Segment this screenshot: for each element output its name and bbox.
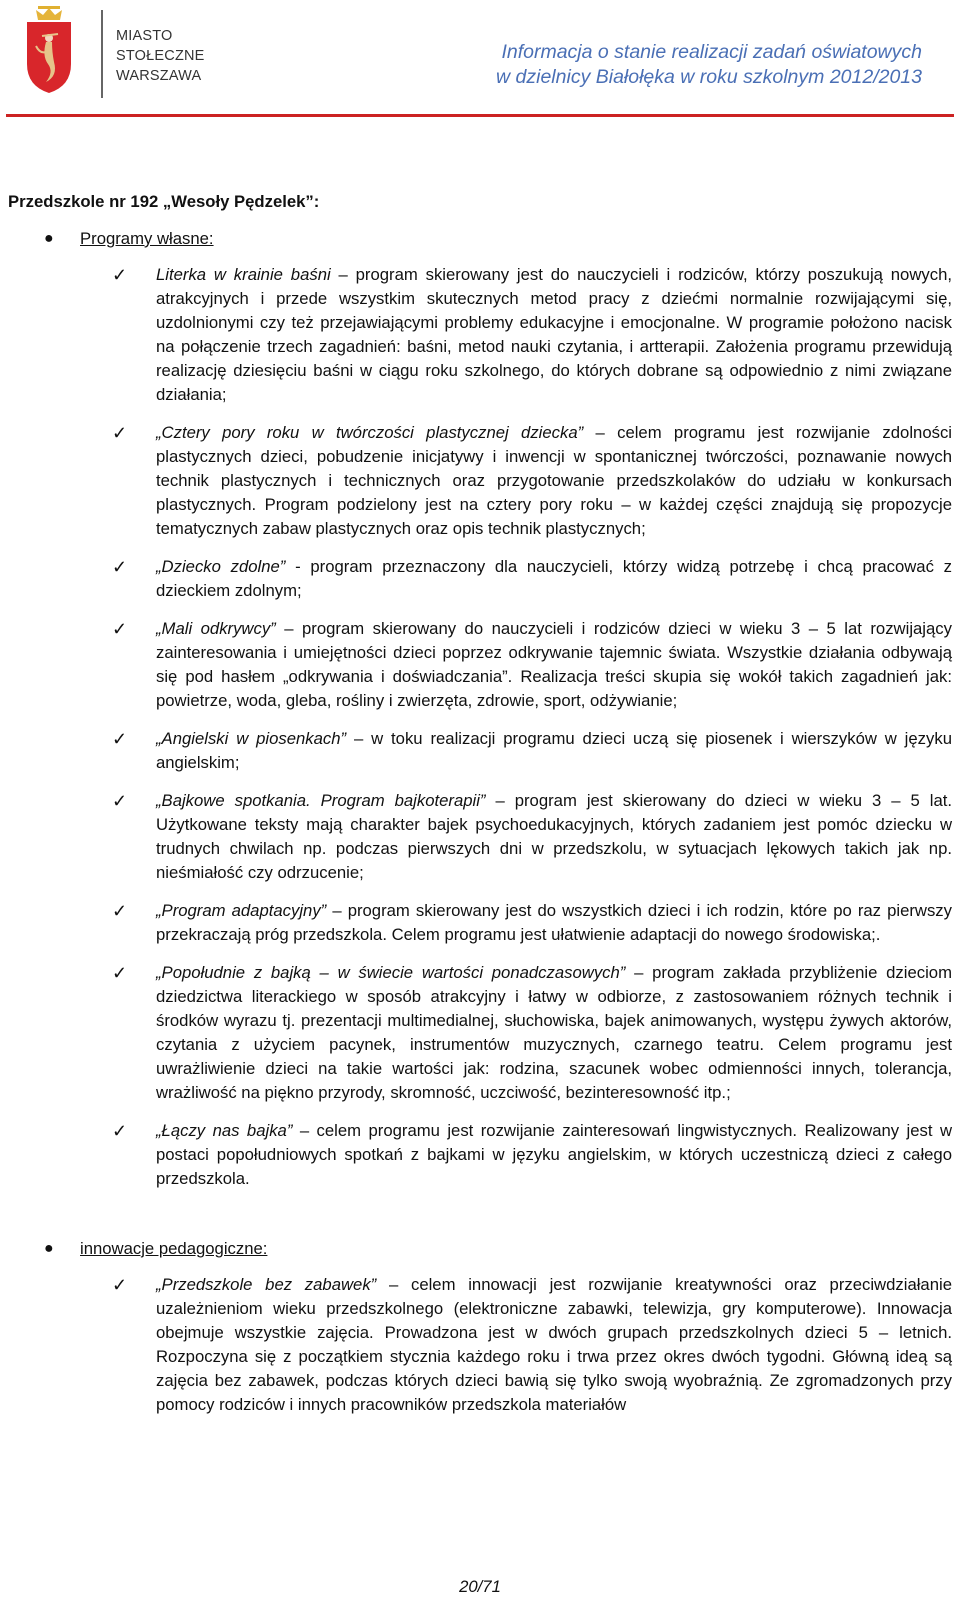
separator: – <box>376 1275 411 1294</box>
checkmark-icon: ✓ <box>112 901 128 921</box>
city-name-line: STOŁECZNE <box>116 48 205 64</box>
separator: – <box>625 963 653 982</box>
program-name: Literka w krainie baśni <box>156 265 331 284</box>
separator: – <box>275 619 302 638</box>
bullet-icon: ● <box>44 230 54 247</box>
list-item <box>8 899 952 947</box>
bullet-icon: ● <box>44 1240 54 1257</box>
checkmark-icon: ✓ <box>112 729 128 749</box>
checkmark-icon: ✓ <box>112 1121 128 1141</box>
list-item <box>8 263 952 407</box>
header-rule <box>6 114 954 117</box>
program-name: „Przedszkole bez zabawek” <box>156 1275 377 1294</box>
page-number: 20/71 <box>459 1577 501 1596</box>
program-description: program skierowany jest do nauczycieli i rodziców, którzy poszukują nowych, atrakcyjnych i przede wszystkim skutecznych metod pracy z dziećmi normalnie rozwijającymi się, uzdolnionymi czy też przejawiającymi problemy edukacyjne i emocjonalne. W programie położono nacisk na połączenie trzech zagadnień: baśni, metod nauki czytania, i artterapii. Założenia programu przewidują realizację dziesięciu baśni w ciągu roku szkolnego, do których dobrane są odpowiednio z nimi związane działania; <box>156 265 952 404</box>
list-item <box>8 789 952 885</box>
program-description: program skierowany jest do wszystkich dzieci i ich rodzin, które po raz pierwszy przekraczają próg przedszkola. Celem programu jest ułatwienie adaptacji do nowego środowiska;. <box>156 901 952 944</box>
list-item <box>8 555 952 603</box>
program-description: program skierowany do nauczycieli i rodziców dzieci w wieku 3 – 5 lat rozwijający zainteresowania i umiejętności dzieci poprzez odkrywanie tajemnic świata. Wszystkie działania odbywają się pod hasłem „odkrywania i doświadczania”. Realizacja treści skupia się wokół takich zagadnień jak: powietrze, woda, gleba, rośliny i zwierzęta, zdrowie, sport, odżywianie; <box>156 619 952 710</box>
program-description: celem innowacji jest rozwijanie kreatywności oraz przeciwdziałanie uzależnieniom wieku przedszkolnego (elektroniczne zabawki, telewizja, gry komputerowe). Innowacja obejmuje wszystkie zajęcia. Prowadzona jest w dwóch grupach przedszkolnych dzieci 5 – letnich. Rozpoczyna się z początkiem stycznia każdego roku i trwa przez okres dwóch tygodni. Główną ideą są zajęcia bez zabawek, podczas których dzieci bawią się tylko swoją wyobraźnią. Ze zgromadzonych przy pomocy rodziców i innych pracowników przedszkola materiałów <box>156 1275 952 1414</box>
list-item <box>8 617 952 713</box>
separator: – <box>346 729 372 748</box>
program-name: „Łączy nas bajka” <box>156 1121 293 1140</box>
program-description: w toku realizacji programu dzieci uczą się piosenek i wierszyków w języku angielskim; <box>156 729 952 772</box>
checkmark-icon: ✓ <box>112 265 128 285</box>
document-title-line: Informacja o stanie realizacji zadań oświatowych <box>501 41 922 63</box>
program-name: „Angielski w piosenkach” <box>156 729 347 748</box>
program-description: celem programu jest rozwijanie zainteresowań lingwistycznych. Realizowany jest w postaci popołudniowych spotkań z bajkami w języku angielskim, w których uczestniczą dzieci z całego przedszkola. <box>156 1121 952 1188</box>
separator: – <box>326 901 348 920</box>
sections <box>8 227 952 1417</box>
program-description: program przeznaczony dla nauczycieli, którzy widzą potrzebę i chcą pracować z dzieckiem zdolnym; <box>156 557 952 600</box>
logo-divider <box>101 10 103 98</box>
program-description: program jest skierowany do dzieci w wieku 3 – 5 lat. Użytkowane teksty mają charakter bajek psychoedukacyjnych, których zadaniem jest pomóc dziecku w trudnych chwilach np. podczas pierwszych dni w przedszkolu, w sytuacjach lękowych takich jak np. nieśmiałość czy odrzucenie; <box>156 791 952 882</box>
program-name: „Cztery pory roku w twórczości plastycznej dziecka” <box>156 423 584 442</box>
separator: – <box>292 1121 317 1140</box>
document-title-line: w dzielnicy Białołęka w roku szkolnym 2012/2013 <box>496 66 922 88</box>
city-name <box>116 26 205 86</box>
checkmark-icon: ✓ <box>112 1275 128 1295</box>
list-item <box>8 961 952 1105</box>
list-section <box>8 227 952 1191</box>
checkmark-icon: ✓ <box>112 791 128 811</box>
checkmark-icon: ✓ <box>112 619 128 639</box>
warsaw-coat-of-arms-icon <box>24 6 74 94</box>
separator: – <box>330 265 356 284</box>
list-item <box>8 1119 952 1191</box>
separator: – <box>485 791 515 810</box>
checkmark-icon: ✓ <box>112 423 128 443</box>
program-description: program zakłada przybliżenie dzieciom dziedzictwa literackiego w sposób atrakcyjny i łatwy w odbiorze, z zastosowaniem różnych technik i środków wyrazu tj. prezentacji multimedialnej, słuchowiska, bajek animowanych, występu żywych aktorów, czytania z użyciem pacynek, instrumentów muzycznych, czarnego teatru. Celem programu jest uwrażliwienie dzieci na takie wartości jak: rodzina, szacunek wobec odmienności innych, tolerancja, wrażliwość na piękno przyrody, skromność, uczciwość, bezinteresowność itp.; <box>156 963 952 1102</box>
page-content <box>8 190 952 1417</box>
program-name: „Dziecko zdolne” <box>156 557 286 576</box>
program-name: „Program adaptacyjny” <box>156 901 327 920</box>
separator: - <box>285 557 311 576</box>
list-section-title: innowacje pedagogiczne: <box>80 1239 268 1258</box>
separator: – <box>583 423 618 442</box>
list-item <box>8 1273 952 1417</box>
city-name-line: WARSZAWA <box>116 68 202 84</box>
document-title <box>496 40 922 90</box>
program-name: „Mali odkrywcy” <box>156 619 276 638</box>
list-item <box>8 421 952 541</box>
program-name: „Bajkowe spotkania. Program bajkoterapii” <box>156 791 486 810</box>
list-section-title: Programy własne: <box>80 229 214 248</box>
list-item <box>8 727 952 775</box>
program-description: celem programu jest rozwijanie zdolności plastycznych dzieci, pobudzenie inicjatywy i inwencji w spontanicznej twórczości, poznawanie nowych technik plastycznych i technicznych oraz przygotowanie przedszkolaków do udziału w konkursach plastycznych. Program podzielony jest na cztery pory roku – w każdej części znajdują się propozycje tematycznych zabaw plastycznych oraz opis technik plastycznych; <box>156 423 952 538</box>
list-section <box>8 1237 952 1417</box>
program-name: „Popołudnie z bajką – w świecie wartości ponadczasowych” <box>156 963 626 982</box>
checkmark-icon: ✓ <box>112 557 128 577</box>
page-header <box>0 0 960 120</box>
section-heading: Przedszkole nr 192 „Wesoły Pędzelek”: <box>8 192 320 211</box>
checkmark-icon: ✓ <box>112 963 128 983</box>
program-list <box>8 1273 952 1417</box>
program-list <box>8 263 952 1191</box>
city-name-line: MIASTO <box>116 28 173 44</box>
